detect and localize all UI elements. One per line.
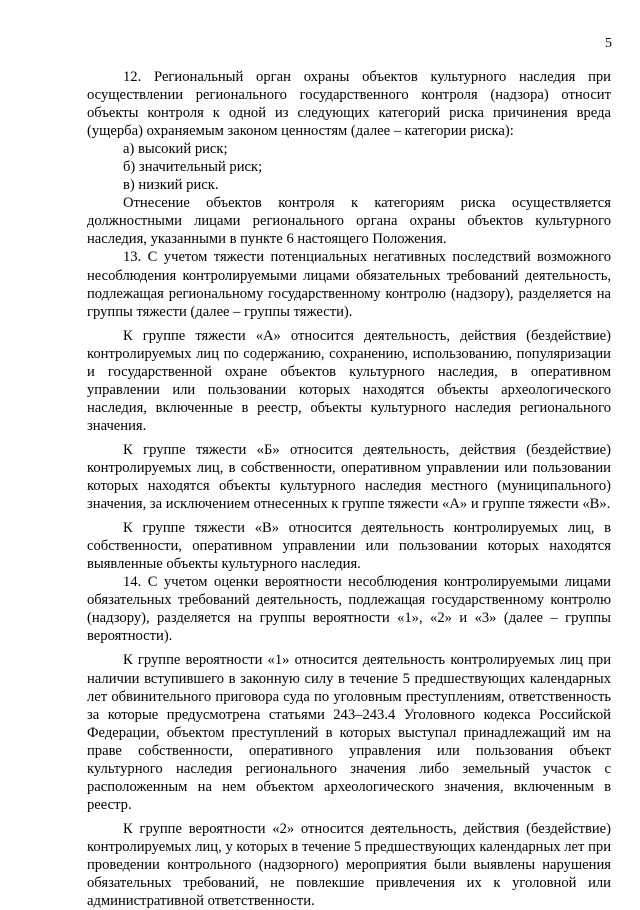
probability-group-1: К группе вероятности «1» относится деятельность контролируемых лиц при наличии вступившего в законную силу в течение 5 предшествующих календарных лет обвинительного приговора суда по уголовным преступлениям, ответственность за которые предусмотрена статьями 243–243.4 Уголовного кодекса Российской Федерации, объектом преступлений в которых выступал принадлежащий им на праве собственности, оперативного управления или пользования объект культурного наследия регионального значения либо земельный участок с расположенным на нем объектом археологического значения, включенным в реестр. bbox=[87, 652, 611, 813]
risk-category-low: в) низкий риск. bbox=[123, 177, 219, 194]
document-body bbox=[87, 68, 611, 910]
risk-category-high: а) высокий риск; bbox=[123, 141, 228, 158]
page-number: 5 bbox=[605, 36, 612, 51]
risk-category-significant: б) значительный риск; bbox=[123, 159, 263, 176]
paragraph-13: 13. С учетом тяжести потенциальных негативных последствий возможного несоблюдения контролируемыми лицами обязательных требований деятельность, подлежащая региональному государственному контролю (надзору), разделяется на группы тяжести (далее – группы тяжести). bbox=[87, 249, 611, 320]
paragraph-12-note: Отнесение объектов контроля к категориям риска осуществляется должностными лицами регионального органа охраны объектов культурного наследия, указанными в пункте 6 настоящего Положения. bbox=[87, 195, 611, 248]
severity-group-a: К группе тяжести «А» относится деятельность, действия (бездействие) контролируемых лиц по содержанию, сохранению, использованию, популяризации и государственной охране объектов культурного наследия, в оперативном управлении или пользовании которых находятся объекты археологического наследия, включенные в реестр, объекты культурного наследия регионального значения. bbox=[87, 327, 611, 434]
probability-group-2: К группе вероятности «2» относится деятельность, действия (бездействие) контролируемых лиц, у которых в течение 5 предшествующих календарных лет при проведении контрольного (надзорного) мероприятия были выявлены нарушения обязательных требований, не повлекшие привлечения их к уголовной или административной ответственности. bbox=[87, 820, 611, 910]
severity-group-v: К группе тяжести «В» относится деятельность контролируемых лиц, в собственности, оперативном управлении или пользовании которых находятся выявленные объекты культурного наследия. bbox=[87, 520, 611, 573]
severity-group-b: К группе тяжести «Б» относится деятельность, действия (бездействие) контролируемых лиц, в собственности, оперативном управлении или пользовании которых находятся объекты культурного наследия местного (муниципального) значения, за исключением отнесенных к группе тяжести «А» и группе тяжести «В». bbox=[87, 441, 611, 513]
paragraph-14: 14. С учетом оценки вероятности несоблюдения контролируемыми лицами обязательных требований деятельность, подлежащая государственному контролю (надзору), разделяется на группы вероятности «1», «2» и «3» (далее – группы вероятности). bbox=[87, 574, 611, 645]
paragraph-12: 12. Региональный орган охраны объектов культурного наследия при осуществлении регионального государственного контроля (надзора) относит объекты контроля к одной из следующих категорий риска причинения вреда (ущерба) охраняемым законом ценностям (далее – категории риска): bbox=[87, 69, 611, 140]
